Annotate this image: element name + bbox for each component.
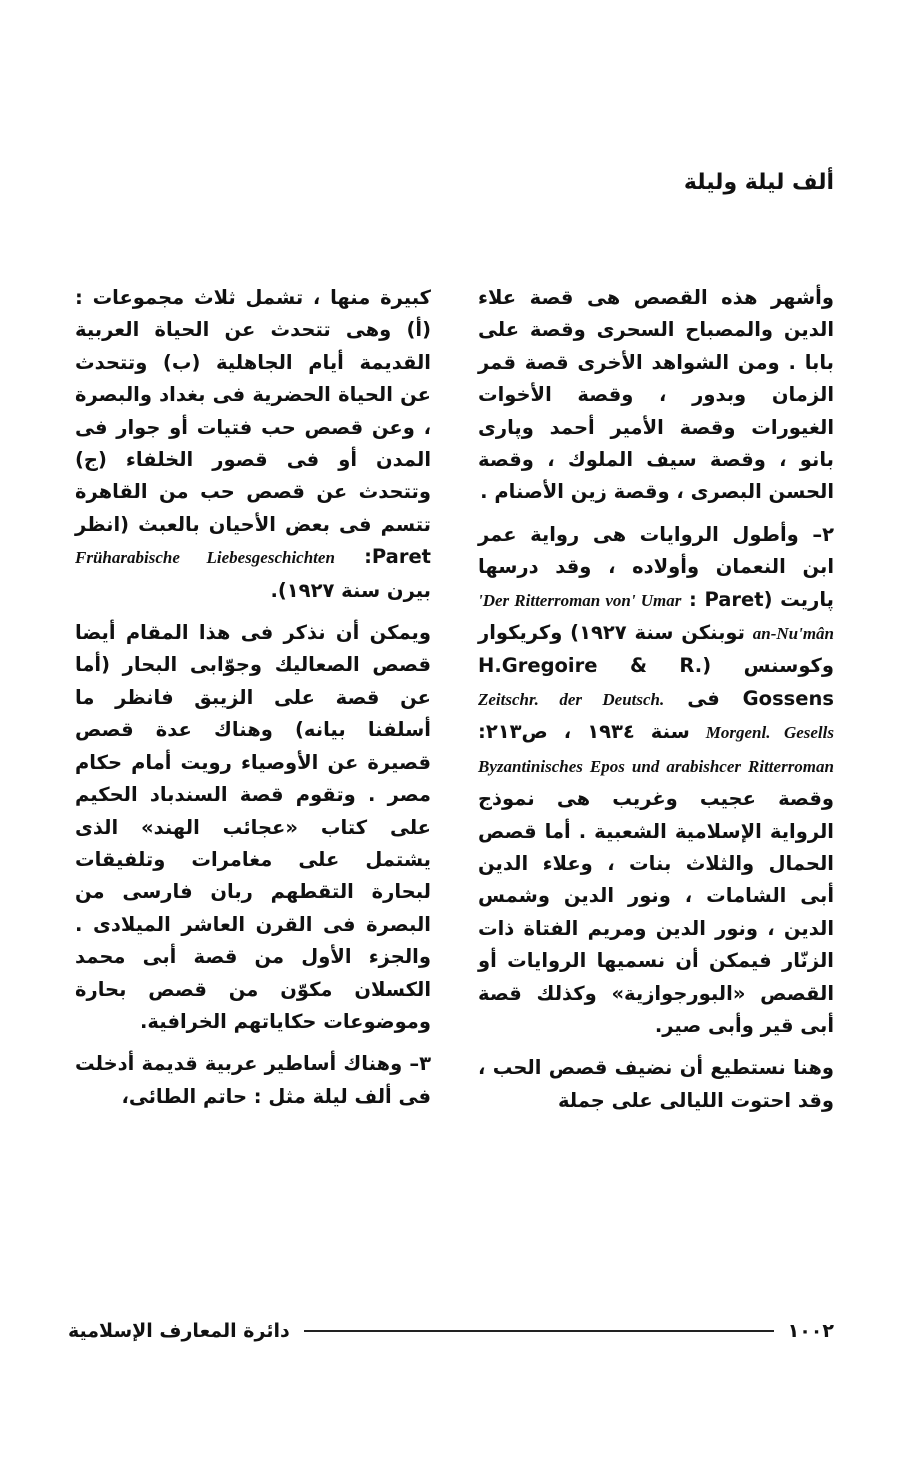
latin-citation-book: Früharabische Liebesgeschichten xyxy=(75,548,335,568)
latin-citation-article: Byzantinisches Epos und arabishcer Ritterroman xyxy=(478,756,834,776)
text-segment: ٢– وأطول الروايات هى رواية عمر ابن النعمان وأولاده ، وقد درسها پاريت (Paret : xyxy=(478,522,834,611)
text-segment: سنة ١٩٣٤ ، ص٢١٣: xyxy=(478,720,690,744)
paragraph-sailor-tales: ويمكن أن نذكر فى هذا المقام أيضا قصص الصعاليك وجوّابى البحار (أما عن قصة على الزيبق فانظر ما أسلفنا بيانه) وهناك عدة قصص قصيرة عن الأوصياء رويت أمام حكام مصر . وتقوم قصة السندباد الحكيم على كتاب «عجائب الهند» الذى يشتمل على مغامرات وتلفيقات لبحارة التقطهم ربان فارسى من البصرة فى القرن العاشر الميلادى . والجزء الأول من قصة أبى محمد الكسلان مكوّن من قصص بحارة وموضوعات حكاياتهم الخرافية. xyxy=(75,621,431,1033)
text-segment: كبيرة منها ، تشمل ثلاث مجموعات : (أ) وهى تتحدث عن الحياة العربية القديمة أيام الجاهلية (ب) وتتحدث عن الحياة الحضرية فى بغداد والبصرة ، وعن قصص حب فتيات أو جوار فى المدن أو فى قصور الخلفاء (ج) وتتحدث عن قصص حب من القاهرة تتسم فى بعض الأحيان بالعبث (انظر Paret: xyxy=(75,286,431,569)
latin-citation-journal: Zeitschr. der Deutsch. Morgenl. Gesells xyxy=(478,689,834,743)
right-column xyxy=(478,282,834,1127)
left-column xyxy=(75,282,431,1123)
text-segment: توبنكن سنة ١٩٢٧) وكريكوار وكوسنس (H.Gregoire & R. Gossens فى xyxy=(478,621,835,710)
page-number: ١٠٠٢ xyxy=(787,1320,834,1342)
footer-divider xyxy=(304,1330,774,1332)
latin-citation-title: 'Der Ritterroman von' Umar an-Nu'mân xyxy=(478,590,834,644)
text-segment: وقصة عجيب وغريب هى نموذج الرواية الإسلامية الشعبية . أما قصص الحمال والثلاث بنات ، وعلاء الدين أبى الشامات ، ونور الدين وشمس الدين ، ونور الدين ومريم الفتاة ذات الزنّار فيمكن أن نسميها الروايات أو القصص «البورجوازية» وكذلك قصة أبى قير وأبى صير. xyxy=(478,787,834,1037)
text-segment: بيرن سنة ١٩٢٧). xyxy=(270,578,431,602)
paragraph-love-stories xyxy=(75,282,431,607)
publication-title: دائرة المعارف الإسلامية xyxy=(68,1320,290,1342)
paragraph-longest-novels xyxy=(478,519,834,1043)
running-title: ألف ليلة وليلة xyxy=(683,170,834,195)
paragraph-love-stories-intro: وهنا نستطيع أن نضيف قصص الحب ، وقد احتوت الليالى على جملة xyxy=(478,1056,834,1112)
page-footer xyxy=(68,1316,834,1346)
paragraph-arab-legends: ٣– وهناك أساطير عربية قديمة أدخلت فى ألف ليلة مثل : حاتم الطائى، xyxy=(75,1052,431,1108)
paragraph-famous-tales: وأشهر هذه القصص هى قصة علاء الدين والمصباح السحرى وقصة على بابا . ومن الشواهد الأخرى قصة قمر الزمان وبدور ، وقصة الأخوات الغيورات وقصة الأمير أحمد وپارى بانو ، وقصة سيف الملوك ، وقصة الحسن البصرى ، وقصة زين الأصنام . xyxy=(478,286,834,504)
